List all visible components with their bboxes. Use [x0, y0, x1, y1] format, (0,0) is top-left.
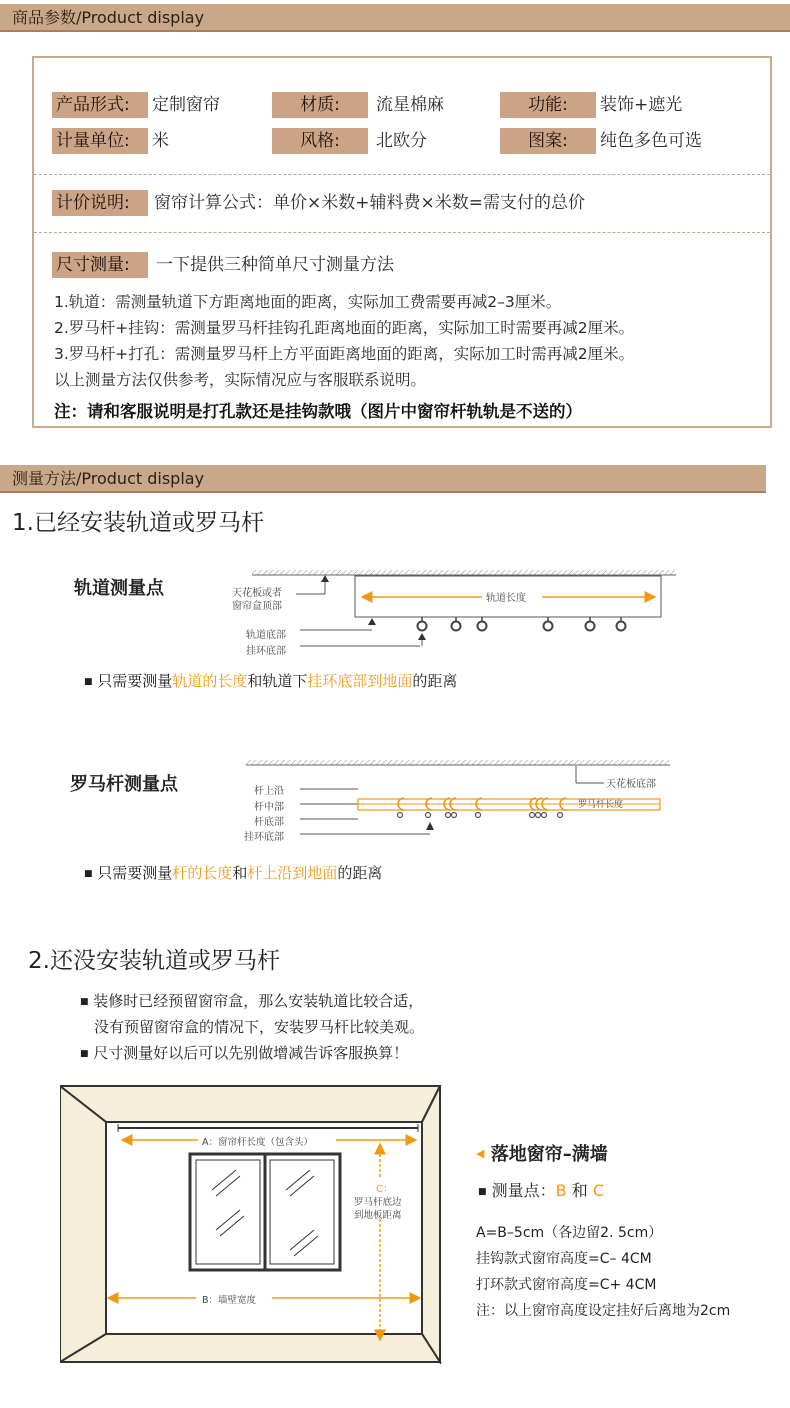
track-title: 轨道测量点: [74, 578, 164, 599]
material-label: 材质:: [272, 92, 368, 118]
params-panel: [32, 56, 772, 428]
bullet-icon: ■: [84, 677, 93, 687]
method2-bullet-1b: 没有预留窗帘盒的情况下，安装罗马杆比较美观。: [94, 1018, 425, 1036]
legend-title: ◀ 落地窗帘–满墙: [476, 1144, 608, 1165]
rod-bullet: ■ 只需要测量杆的长度和杆上沿到地面的距离: [84, 864, 383, 882]
function-label: 功能:: [500, 92, 596, 118]
formula-3: 打环款式窗帘高度=C+ 4CM: [476, 1277, 657, 1293]
measure-value: 一下提供三种简单尺寸测量方法: [156, 255, 394, 275]
legend-point: ■ 测量点：B 和 C: [478, 1181, 604, 1200]
measure-line-2: 2.罗马杆+挂钩：需测量罗马杆挂钩孔距离地面的距离，实际加工时需要再减2厘米。: [54, 319, 635, 337]
style-label: 风格:: [272, 128, 368, 154]
room-diagram: [60, 1082, 444, 1364]
label-rod-middle: 杆中部: [254, 802, 284, 813]
bullet-icon: ■: [80, 997, 89, 1007]
formula-2: 挂钩款式窗帘高度=C– 4CM: [476, 1251, 652, 1267]
method2-bullet-1: ■ 装修时已经预留窗帘盒，那么安装轨道比较合适，: [80, 992, 424, 1010]
unit-value: 米: [152, 131, 169, 151]
measure-line-4: 以上测量方法仅供参考，实际情况应与客服联系说明。: [54, 371, 427, 389]
label-track-length: 轨道长度: [486, 593, 526, 604]
label-rod-ring: 挂环底部: [244, 832, 284, 843]
bullet-icon: ■: [80, 1049, 89, 1059]
label-a: A：窗帘杆长度（包含头）: [202, 1137, 313, 1148]
formula-1: A=B–5cm（各边留2. 5cm）: [476, 1225, 663, 1241]
label-b: B：墙壁宽度: [202, 1295, 257, 1306]
method2-heading: 2.还没安装轨道或罗马杆: [28, 948, 280, 974]
label-rod-top: 杆上沿: [254, 786, 284, 797]
label-ceiling-bottom: 天花板底部: [606, 779, 656, 790]
label-rod-length: 罗马杆长度: [578, 800, 624, 810]
label-c-3: 到地板距离: [354, 1210, 402, 1221]
style-value: 北欧分: [376, 131, 427, 151]
measure-label: 尺寸测量:: [52, 252, 148, 278]
label-c-2: 罗马杆底边: [354, 1197, 402, 1208]
form-value: 定制窗帘: [152, 95, 220, 115]
measure-line-1: 1.轨道：需测量轨道下方距离地面的距离，实际加工费需要再减2–3厘米。: [54, 293, 562, 311]
bullet-icon: ■: [84, 869, 93, 879]
label-ceiling-2: 窗帘盒顶部: [232, 601, 282, 612]
triangle-icon: ◀: [476, 1147, 485, 1160]
unit-label: 计量单位:: [52, 128, 148, 154]
material-value: 流星棉麻: [376, 95, 444, 115]
bullet-icon: ■: [478, 1187, 487, 1197]
rod-diagram: [0, 750, 790, 845]
pattern-value: 纯色多色可选: [600, 131, 702, 151]
method1-heading: 1.已经安装轨道或罗马杆: [12, 510, 264, 536]
price-label: 计价说明:: [52, 190, 148, 216]
label-ceiling: 天花板或者: [232, 588, 282, 599]
price-value: 窗帘计算公式：单价×米数+辅料费×米数=需支付的总价: [154, 193, 585, 213]
label-track-bottom: 轨道底部: [246, 630, 286, 641]
formula-note: 注：以上窗帘高度设定挂好后离地为2cm: [476, 1303, 731, 1319]
form-label: 产品形式:: [52, 92, 148, 118]
note-text: 注：请和客服说明是打孔款还是挂钩款哦（图片中窗帘杆轨轨是不送的）: [54, 402, 582, 421]
function-value: 装饰+遮光: [600, 95, 683, 115]
section-bar-params: 商品参数/Product display: [0, 4, 790, 32]
method2-bullet-2: ■ 尺寸测量好以后可以先别做增减告诉客服换算！: [80, 1044, 409, 1062]
rod-title: 罗马杆测量点: [70, 774, 178, 795]
label-ring-bottom: 挂环底部: [246, 646, 286, 657]
label-rod-bottom: 杆底部: [254, 817, 284, 828]
divider: [34, 174, 770, 175]
track-bullet: ■ 只需要测量轨道的长度和轨道下挂环底部到地面的距离: [84, 672, 458, 690]
label-c: C：: [376, 1184, 393, 1195]
track-diagram: [0, 560, 790, 660]
section-bar-methods: 测量方法/Product display: [0, 465, 766, 493]
measure-line-3: 3.罗马杆+打孔：需测量罗马杆上方平面距离地面的距离，实际加工时需再减2厘米。: [54, 345, 635, 363]
divider: [34, 232, 770, 233]
pattern-label: 图案:: [500, 128, 596, 154]
